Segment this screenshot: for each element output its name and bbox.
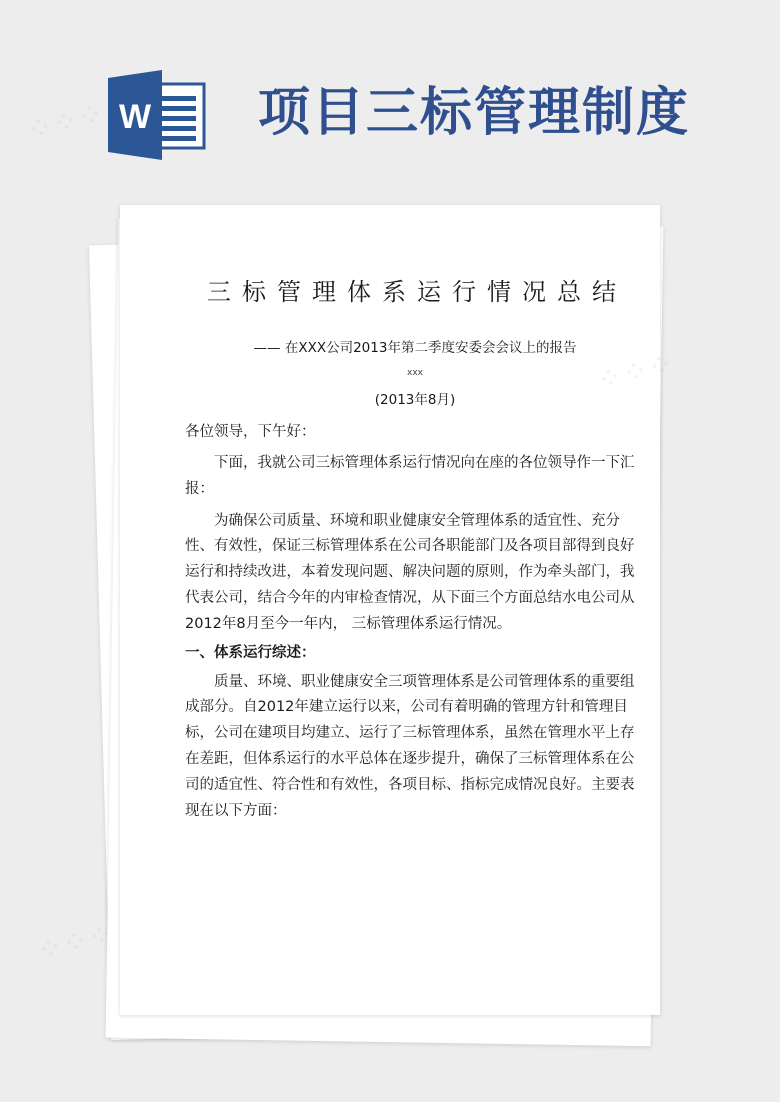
document-subtitle: —— 在XXX公司2013年第二季度安委会会议上的报告 bbox=[253, 340, 577, 356]
section-heading: 一、体系运行综述： bbox=[185, 644, 316, 661]
word-logo-icon bbox=[108, 70, 208, 160]
greeting: 各位领导，下午好： bbox=[185, 424, 316, 440]
paragraph: 为确保公司质量、环境和职业健康安全管理体系的适宜性、充分性、有效性，保证三标管理体系在公司各职能部门及各项目部得到良好运行和持续改进，本着发现问题、解决问题的原则，作为牵头部门，我代表公司，结合今年的内审检查情况，从下面三个方面总结水电公司从2012年8月至今一年内， 三标管理体系运行情况。 bbox=[185, 512, 635, 632]
paragraph: 下面，我就公司三标管理体系运行情况向在座的各位领导作一下汇报： bbox=[185, 455, 635, 497]
logo-letter: W bbox=[118, 98, 152, 136]
document-title: 三标管理体系运行情况总结 bbox=[207, 278, 627, 306]
watermark: ⁘ ⁘ ⁘ bbox=[28, 101, 103, 144]
section-paragraph: 质量、环境、职业健康安全三项管理体系是公司管理体系的重要组成部分。自2012年建立运行以来，公司有着明确的管理方针和管理目标，公司在建项目均建立、运行了三标管理体系，虽然在管理水平上存在差距，但体系运行的水平总体在逐步提升，确保了三标管理体系在公司的适宜性、符合性和有效性，各项目标、指标完成情况良好。主要表现在以下方面： bbox=[185, 673, 635, 819]
page-title: 项目三标管理制度 bbox=[258, 83, 691, 143]
watermark: ⁘ ⁘ ⁘ bbox=[38, 921, 113, 964]
document-author: xxx bbox=[407, 368, 423, 378]
document-date: (2013年8月) bbox=[374, 392, 456, 408]
document-body bbox=[185, 270, 645, 824]
